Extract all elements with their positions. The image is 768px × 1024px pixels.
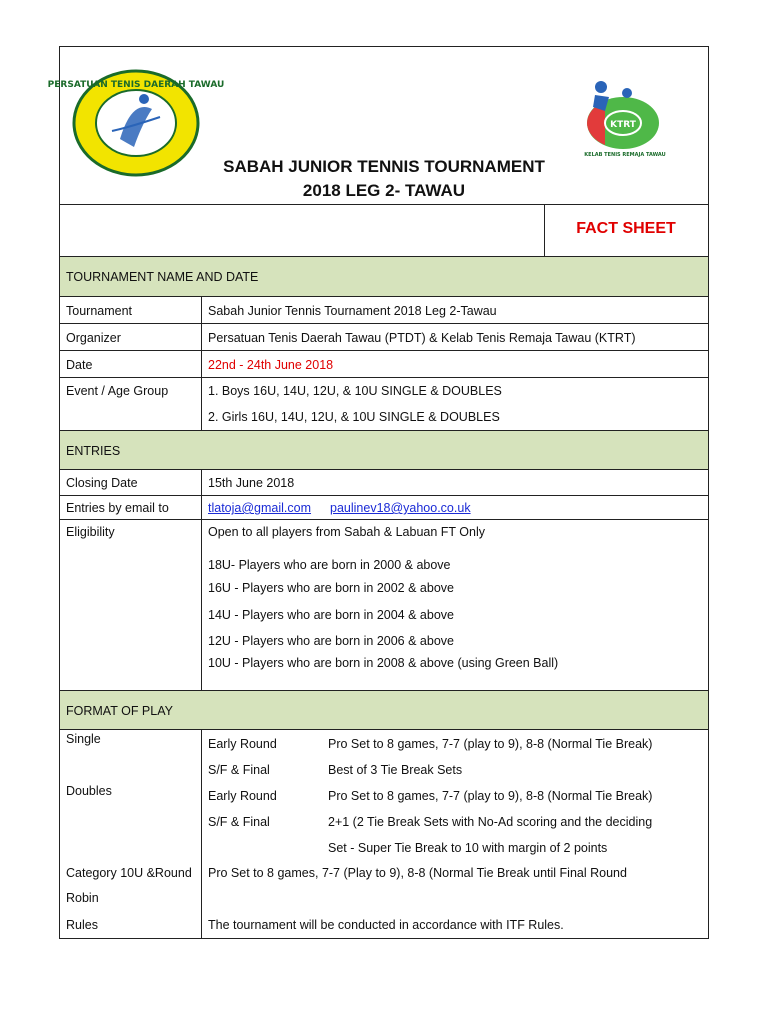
label-single: Single: [66, 732, 101, 746]
row-organizer: [60, 324, 708, 351]
label-date: Date: [66, 358, 93, 372]
value-event-1: 1. Boys 16U, 14U, 12U, & 10U SINGLE & DOUBLES: [208, 384, 502, 398]
eligibility-item: 14U - Players who are born in 2004 & above: [208, 608, 454, 622]
doubles-sf-label: S/F & Final: [208, 815, 270, 829]
header-row: [47, 47, 708, 205]
value-event-2: 2. Girls 16U, 14U, 12U, & 10U SINGLE & DOUBLES: [208, 410, 500, 424]
row-email: [60, 496, 708, 520]
row-tournament: [60, 297, 708, 324]
label-tournament: Tournament: [66, 304, 133, 318]
section-tournament: [60, 257, 708, 297]
value-closing-date: 15th June 2018: [208, 476, 295, 490]
row-event: [60, 378, 708, 431]
label-rules: Rules: [66, 918, 98, 932]
value-eligibility-intro: Open to all players from Sabah & Labuan FT Only: [208, 525, 486, 539]
email-link-1[interactable]: tlatoja@gmail.com: [208, 501, 312, 515]
value-tournament: Sabah Junior Tennis Tournament 2018 Leg 2-Tawau: [208, 304, 497, 318]
label-eligibility: Eligibility: [66, 525, 115, 539]
single-early-label: Early Round: [208, 737, 277, 751]
value-date: 22nd - 24th June 2018: [208, 358, 334, 372]
eligibility-item: 18U- Players who are born in 2000 & above: [208, 558, 451, 572]
label-closing-date: Closing Date: [66, 476, 138, 490]
label-email: Entries by email to: [66, 501, 169, 515]
ktrt-logo: [565, 77, 665, 159]
title-line-2: 2018 LEG 2- TAWAU: [302, 181, 466, 200]
category-value: Pro Set to 8 games, 7-7 (Play to 9), 8-8 (Normal Tie Break until Final Round: [208, 866, 627, 880]
section-entries-title: ENTRIES: [66, 444, 121, 458]
eligibility-item: 10U - Players who are born in 2008 & above (using Green Ball): [208, 656, 559, 670]
single-sf-label: S/F & Final: [208, 763, 270, 777]
fact-sheet: [47, 46, 709, 939]
label-category-1: Category 10U &Round: [66, 866, 192, 880]
eligibility-item: 16U - Players who are born in 2002 & above: [208, 581, 454, 595]
ktrt-logo-abbr: KTRT: [610, 120, 636, 130]
section-entries: [60, 431, 708, 470]
doubles-sf-value-1: 2+1 (2 Tie Break Sets with No-Ad scoring and the deciding: [328, 815, 653, 829]
label-category-2: Robin: [66, 891, 99, 905]
fact-sheet-row: [60, 205, 708, 257]
doubles-early-value: Pro Set to 8 games, 7-7 (play to 9), 8-8 (Normal Tie Break): [328, 789, 653, 803]
title-line-1: SABAH JUNIOR TENNIS TOURNAMENT: [223, 157, 545, 176]
single-sf-value: Best of 3 Tie Break Sets: [328, 763, 463, 777]
email-link-2[interactable]: paulinev18@yahoo.co.uk: [330, 501, 471, 515]
single-early-value: Pro Set to 8 games, 7-7 (play to 9), 8-8 (Normal Tie Break): [328, 737, 653, 751]
ptdt-logo-text: PERSATUAN TENIS DAERAH TAWAU: [47, 80, 225, 90]
doubles-sf-value-2: Set - Super Tie Break to 10 with margin of 2 points: [328, 841, 608, 855]
ktrt-logo-text: KELAB TENIS REMAJA TAWAU: [584, 152, 666, 158]
label-organizer: Organizer: [66, 331, 121, 345]
row-format-body: [60, 730, 708, 939]
row-date: [60, 351, 708, 378]
value-organizer: Persatuan Tenis Daerah Tawau (PTDT) & Kelab Tenis Remaja Tawau (KTRT): [208, 331, 636, 345]
section-tournament-title: TOURNAMENT NAME AND DATE: [66, 270, 259, 284]
label-event: Event / Age Group: [66, 384, 169, 398]
eligibility-item: 12U - Players who are born in 2006 & above: [208, 634, 454, 648]
section-format: [60, 691, 708, 730]
label-doubles: Doubles: [66, 784, 112, 798]
row-closing-date: [60, 470, 708, 496]
rules-value: The tournament will be conducted in accordance with ITF Rules.: [208, 918, 564, 932]
row-eligibility: [60, 520, 708, 691]
fact-sheet-label: FACT SHEET: [576, 220, 676, 237]
section-format-title: FORMAT OF PLAY: [66, 704, 173, 718]
doubles-early-label: Early Round: [208, 789, 277, 803]
